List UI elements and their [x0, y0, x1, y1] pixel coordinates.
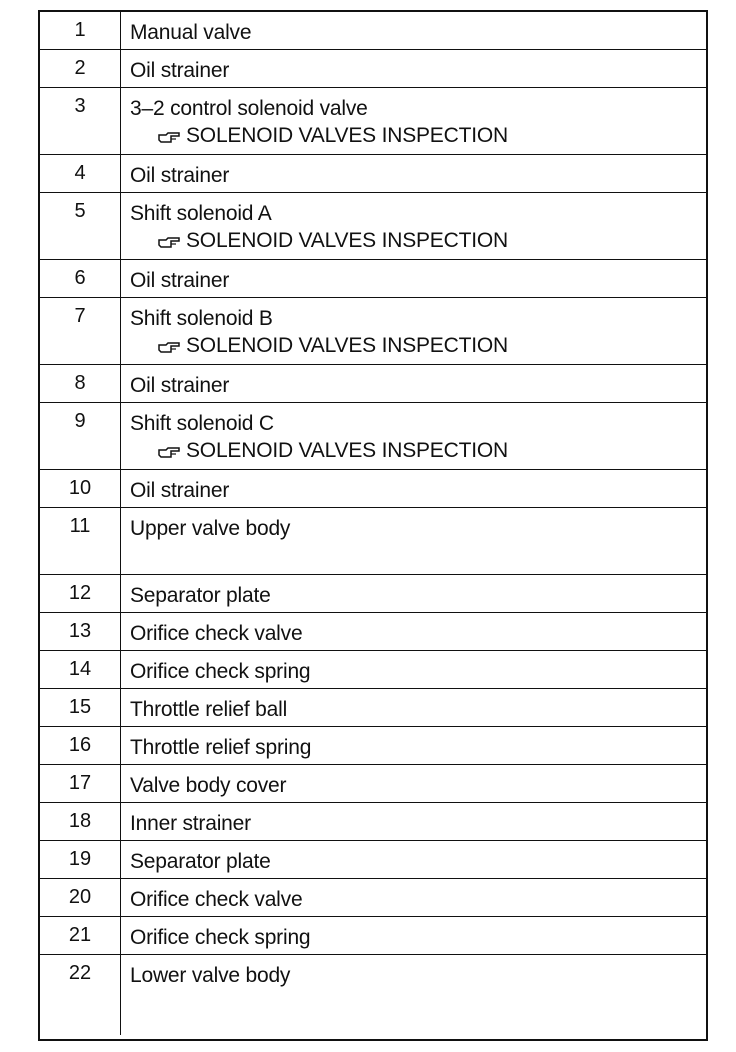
- item-cell: [121, 298, 706, 364]
- item-number: 3: [40, 88, 121, 154]
- item-number: 7: [40, 298, 121, 364]
- item-name: Shift solenoid C: [130, 412, 274, 435]
- table-row: [40, 879, 706, 917]
- item-name: Orifice check spring: [130, 926, 311, 949]
- reference-text: SOLENOID VALVES INSPECTION: [186, 334, 508, 357]
- table-row: [40, 841, 706, 879]
- table-row: [40, 470, 706, 508]
- table-row: [40, 917, 706, 955]
- table-row: [40, 508, 706, 575]
- item-number: 15: [40, 689, 121, 726]
- item-name: Shift solenoid A: [130, 202, 272, 225]
- parts-table: [38, 10, 708, 1041]
- item-number: 5: [40, 193, 121, 259]
- item-name: Oil strainer: [130, 374, 230, 397]
- table-row: [40, 727, 706, 765]
- item-number: 20: [40, 879, 121, 916]
- reference-link[interactable]: [130, 227, 706, 254]
- item-cell: [121, 403, 706, 469]
- item-name: 3–2 control solenoid valve: [130, 97, 368, 120]
- item-name: Oil strainer: [130, 269, 230, 292]
- table-row: [40, 88, 706, 155]
- item-number: 14: [40, 651, 121, 688]
- table-row: [40, 12, 706, 50]
- item-cell: [121, 88, 706, 154]
- reference-text: SOLENOID VALVES INSPECTION: [186, 124, 508, 147]
- item-name: Orifice check valve: [130, 888, 303, 911]
- item-name: Orifice check valve: [130, 622, 303, 645]
- item-name: Separator plate: [130, 584, 271, 607]
- table-row: [40, 298, 706, 365]
- table-row: [40, 365, 706, 403]
- table-row: [40, 613, 706, 651]
- pointing-hand-icon: [158, 340, 180, 354]
- item-name: Shift solenoid B: [130, 307, 273, 330]
- table-row: [40, 765, 706, 803]
- item-number: 17: [40, 765, 121, 802]
- item-name: Oil strainer: [130, 479, 230, 502]
- item-number: 4: [40, 155, 121, 192]
- item-name: Oil strainer: [130, 164, 230, 187]
- reference-link[interactable]: [130, 332, 706, 359]
- item-name: Separator plate: [130, 850, 271, 873]
- item-name: Upper valve body: [130, 517, 291, 540]
- item-name: Inner strainer: [130, 812, 251, 835]
- item-cell: [121, 193, 706, 259]
- reference-text: SOLENOID VALVES INSPECTION: [186, 229, 508, 252]
- item-number: 6: [40, 260, 121, 297]
- item-number: 21: [40, 917, 121, 954]
- pointing-hand-icon: [158, 235, 180, 249]
- table-row: [40, 955, 706, 1035]
- reference-link[interactable]: [130, 122, 706, 149]
- item-number: 16: [40, 727, 121, 764]
- item-number: 11: [40, 508, 121, 574]
- reference-link[interactable]: [130, 437, 706, 464]
- item-name: Throttle relief spring: [130, 736, 312, 759]
- table-row: [40, 403, 706, 470]
- table-row: [40, 155, 706, 193]
- pointing-hand-icon: [158, 130, 180, 144]
- item-number: 18: [40, 803, 121, 840]
- table-row: [40, 260, 706, 298]
- item-name: Manual valve: [130, 21, 252, 44]
- item-number: 22: [40, 955, 121, 1035]
- item-number: 1: [40, 12, 121, 49]
- item-name: Valve body cover: [130, 774, 287, 797]
- table-row: [40, 689, 706, 727]
- item-number: 12: [40, 575, 121, 612]
- item-number: 13: [40, 613, 121, 650]
- item-name: Oil strainer: [130, 59, 230, 82]
- table-row: [40, 651, 706, 689]
- item-name: Orifice check spring: [130, 660, 311, 683]
- item-number: 10: [40, 470, 121, 507]
- item-number: 2: [40, 50, 121, 87]
- item-name: Throttle relief ball: [130, 698, 288, 721]
- item-name: Lower valve body: [130, 964, 291, 987]
- pointing-hand-icon: [158, 445, 180, 459]
- item-number: 19: [40, 841, 121, 878]
- item-number: 9: [40, 403, 121, 469]
- table-row: [40, 50, 706, 88]
- table-row: [40, 193, 706, 260]
- table-row: [40, 575, 706, 613]
- item-number: 8: [40, 365, 121, 402]
- table-row: [40, 803, 706, 841]
- reference-text: SOLENOID VALVES INSPECTION: [186, 439, 508, 462]
